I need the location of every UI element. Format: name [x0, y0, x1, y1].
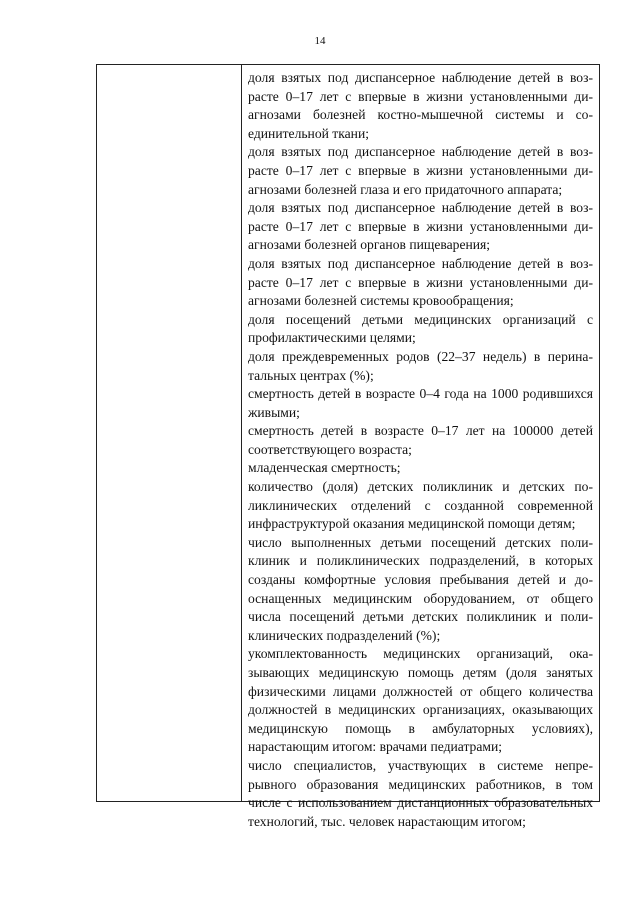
indicator-item: доля взятых под диспансерное наблюдение детей в возрасте 0–17 лет с впервые в жизни установленными диагнозами болезней глаза и его придаточного аппарата; [248, 144, 593, 197]
indicator-item: доля взятых под диспансерное наблюдение детей в возрасте 0–17 лет с впервые в жизни установленными диагнозами болезней костно-мышечной системы и соединительной ткани; [248, 70, 593, 141]
table-right-cell [242, 65, 599, 829]
indicator-item: доля посещений детьми медицинских организаций с профилактическими целями; [248, 311, 593, 346]
indicator-item: число выполненных детьми посещений детских поликлиник и поликлинических подразделений, в которых созданы комфортные условия пребывания детей и дооснащенных медицинским оборудованием, от общего числа посещений детьми детских поликлиник и поликлинических подразделений (%); [248, 534, 593, 643]
indicator-item: укомплектованность медицинских организаций, оказывающих медицинскую помощь детям (доля занятых физическими лицами должностей от общего количества должностей в медицинских организациях, оказывающих медицинскую помощь в амбулаторных условиях), нарастающим итогом: врачами педиатрами; [248, 646, 593, 755]
indicator-item: смертность детей в возрасте 0–4 года на 1000 родившихся живыми; [248, 386, 593, 420]
indicator-item: число специалистов, участвующих в системе непрерывного образования медицинских работников, в том числе с использованием дистанционных образовательных технологий, тыс. человек нарастающим итогом; [248, 757, 593, 829]
indicator-item: смертность детей в возрасте 0–17 лет на 100000 детей соответствующего возраста; [248, 423, 593, 457]
indicator-item: младенческая смертность; [248, 460, 401, 476]
indicator-item: доля взятых под диспансерное наблюдение детей в возрасте 0–17 лет с впервые в жизни установленными диагнозами болезней органов пищеварения; [248, 200, 593, 253]
indicator-item: доля преждевременных родов (22–37 недель) в перинатальных центрах (%); [248, 348, 593, 383]
indicators-table [96, 64, 600, 829]
page-number: 14 [314, 35, 326, 47]
table-left-cell [97, 65, 242, 801]
indicator-item: количество (доля) детских поликлиник и детских поликлинических отделений с созданной современной инфраструктурой оказания медицинской помощи детям; [248, 479, 593, 532]
indicator-item: доля взятых под диспансерное наблюдение детей в возрасте 0–17 лет с впервые в жизни установленными диагнозами болезней системы кровообращения; [248, 255, 593, 309]
